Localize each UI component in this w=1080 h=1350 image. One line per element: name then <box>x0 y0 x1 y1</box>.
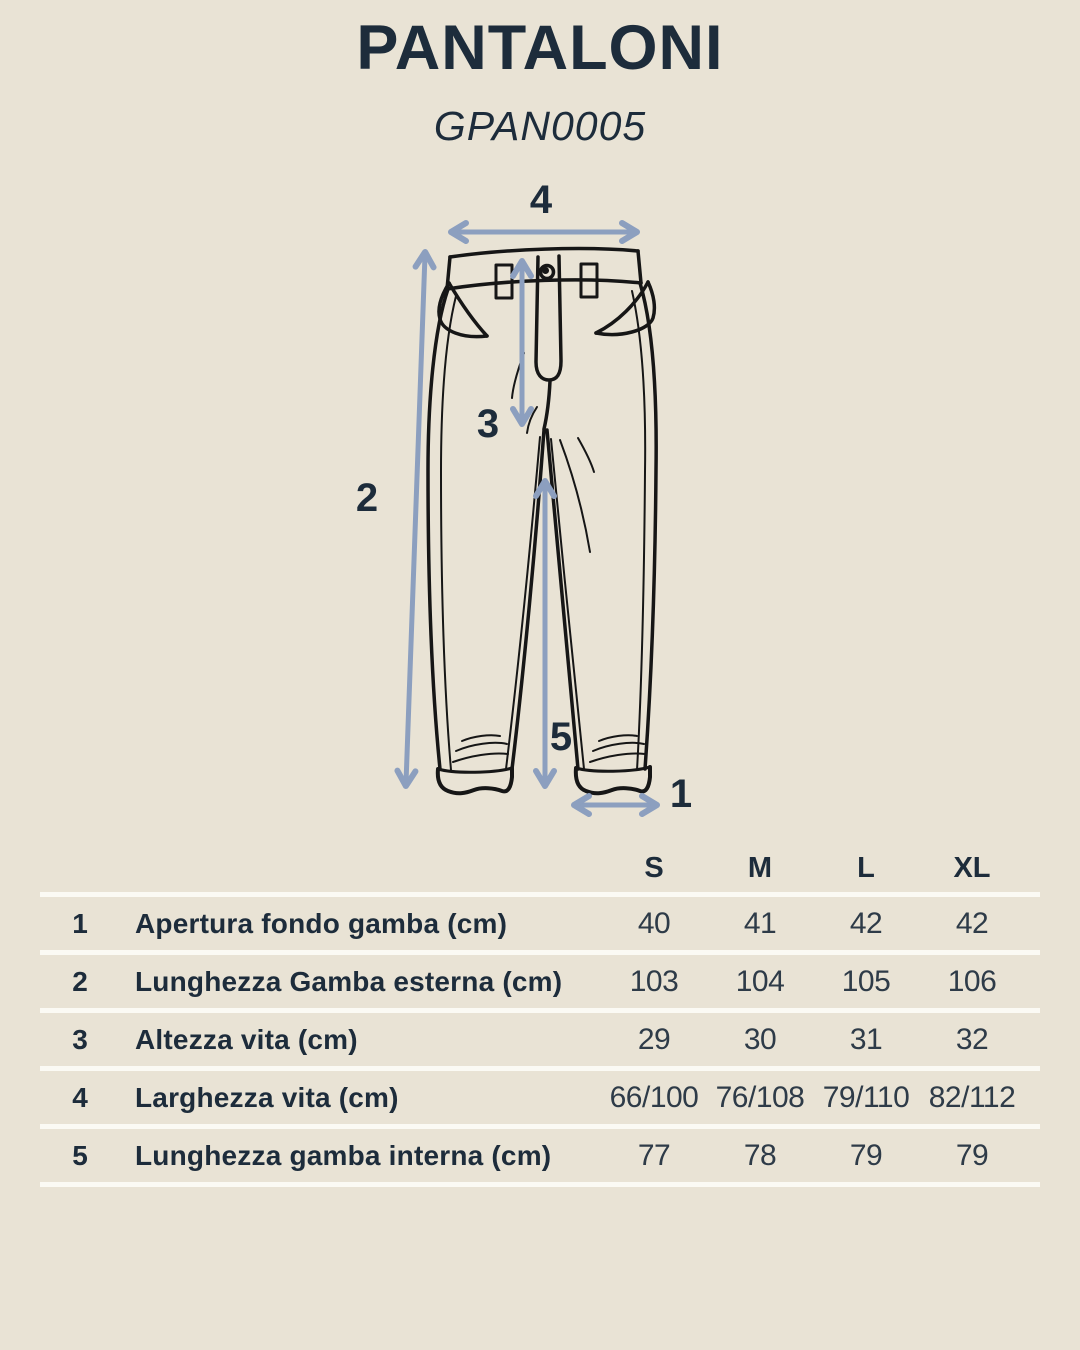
measurement-label-3: 3 <box>476 402 500 446</box>
row-number: 5 <box>72 1139 88 1171</box>
row-value-xl: 42 <box>955 906 989 940</box>
waistband-top-line <box>450 249 638 257</box>
right-outer-stitch <box>632 291 645 770</box>
row-number: 1 <box>72 907 88 939</box>
row-value-s: 40 <box>637 906 671 940</box>
row-number: 2 <box>72 965 88 997</box>
left-inner-stitch <box>506 437 540 769</box>
row-number: 4 <box>72 1081 88 1113</box>
crotch-wrinkle-left <box>527 407 537 433</box>
row-value-l: 42 <box>849 906 883 940</box>
table-row-altezza-vita <box>40 1013 1040 1071</box>
row-value-m: 104 <box>735 964 785 998</box>
product-code: GPAN0005 <box>433 103 647 149</box>
size-table <box>40 845 1040 1187</box>
row-label: Lunghezza gamba interna (cm) <box>135 1139 552 1171</box>
left-pocket-inner-curve <box>449 283 487 336</box>
row-value-l: 31 <box>849 1022 883 1056</box>
row-value-l: 79/110 <box>822 1080 910 1114</box>
crotch-wrinkle-right-long <box>560 440 590 552</box>
size-column-header-l: L <box>857 852 875 884</box>
page-title: PANTALONI <box>356 13 724 83</box>
waist-button-dot <box>544 269 548 273</box>
row-value-m: 30 <box>743 1022 777 1056</box>
row-value-s: 29 <box>637 1022 671 1056</box>
left-outer-stitch <box>441 296 456 770</box>
table-row-apertura-fondo-gamba <box>40 897 1040 955</box>
size-column-header-xl: XL <box>953 852 991 884</box>
row-label: Altezza vita (cm) <box>135 1023 358 1055</box>
row-value-s: 66/100 <box>609 1080 699 1114</box>
row-value-m: 41 <box>743 906 777 940</box>
row-value-m: 78 <box>743 1138 777 1172</box>
row-value-l: 79 <box>849 1138 883 1172</box>
right-hem-cuff <box>576 767 650 793</box>
size-column-header-m: M <box>747 852 773 884</box>
measurement-label-2: 2 <box>355 476 379 520</box>
table-row-lunghezza-gamba-esterna <box>40 955 1040 1013</box>
center-front-seam <box>544 381 550 429</box>
crotch-wrinkle-right-short <box>578 438 594 472</box>
row-value-s: 77 <box>637 1138 671 1172</box>
size-column-header-s: S <box>644 852 664 884</box>
row-value-m: 76/108 <box>715 1080 805 1114</box>
row-value-s: 103 <box>629 964 679 998</box>
table-row-lunghezza-gamba-interna <box>40 1129 1040 1187</box>
left-hem-cuff <box>438 768 512 793</box>
row-label: Apertura fondo gamba (cm) <box>135 907 508 939</box>
left-hem-wrinkles <box>453 735 508 762</box>
left-inner-seam <box>512 430 544 769</box>
waistband-right-cap <box>638 251 641 283</box>
measurement-label-1: 1 <box>669 772 693 816</box>
row-value-xl: 82/112 <box>928 1080 1016 1114</box>
measurement-label-5: 5 <box>549 715 573 759</box>
row-label: Lunghezza Gamba esterna (cm) <box>135 965 563 997</box>
row-number: 3 <box>72 1023 88 1055</box>
measurement-label-4: 4 <box>529 178 553 222</box>
row-label: Larghezza vita (cm) <box>135 1081 399 1113</box>
row-value-l: 105 <box>841 964 891 998</box>
size-table-header-row <box>40 845 1040 897</box>
waistband-bottom-line <box>447 280 641 289</box>
table-row-larghezza-vita <box>40 1071 1040 1129</box>
outer-leg-arrow <box>406 255 425 783</box>
row-value-xl: 79 <box>955 1138 989 1172</box>
pants-outline <box>428 249 656 794</box>
row-value-xl: 106 <box>947 964 997 998</box>
row-value-xl: 32 <box>955 1022 989 1056</box>
